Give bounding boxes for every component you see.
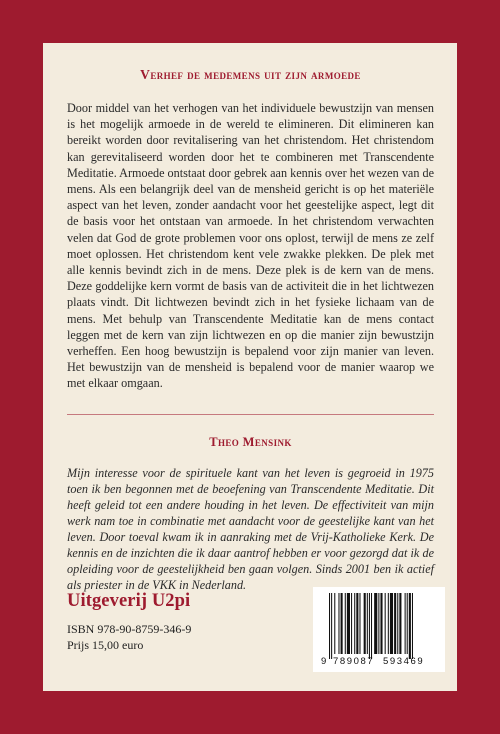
barcode-bar (399, 593, 401, 654)
barcode-bar (345, 593, 346, 654)
barcode-bar (329, 593, 330, 659)
barcode-bar (388, 593, 389, 654)
barcode-digits-left: 789087 (333, 656, 375, 666)
price: Prijs 15,00 euro (67, 638, 144, 652)
divider (67, 414, 434, 415)
barcode-bar (338, 593, 339, 654)
barcode-bar (397, 593, 398, 654)
barcode-bar (412, 593, 413, 659)
isbn-block (67, 621, 191, 653)
barcode-bar (407, 593, 408, 654)
barcode-bar (331, 593, 332, 659)
barcode-bar (351, 593, 352, 654)
barcode-bar (409, 593, 411, 659)
author-name: Theo Mensink (209, 434, 292, 449)
barcode-bar (354, 593, 355, 654)
barcode-bar (356, 593, 358, 654)
barcode-bar (334, 593, 335, 654)
barcode-digit-lead: 9 (321, 656, 327, 666)
publisher-name: Uitgeverij U2pi (67, 591, 191, 611)
barcode-bar (380, 593, 382, 654)
barcode (313, 587, 445, 672)
heading: Verhef de medemens uit zijn armoede (140, 67, 361, 82)
barcode-bar (385, 593, 386, 654)
text-panel (43, 43, 457, 691)
barcode-bar (405, 593, 406, 654)
author-bio: Mijn interesse voor de spirituele kant van het leven is gegroeid in 1975 toen ik ben begonnen met de beoefening van Transcendente Meditatie. Dit heeft geleid tot een andere houding in het leven. De effectiviteit van mijn werk nam toe in combinatie met aandacht voor de geestelijke kant van het leven. Door toeval kwam ik in aanraking met de Vrij-Katholieke Kerk. De kennis en de inzichten die ik daar aantrof hebben er voor gezorgd dat ik de opleiding voor de geestelijkheid ben gaan volgen. Sinds 2001 ben ik actief als priester in de VKK in Nederland. (67, 465, 434, 593)
barcode-bar (371, 593, 372, 659)
barcode-bar (374, 593, 377, 654)
barcode-bar (364, 593, 366, 654)
barcode-bar (359, 593, 360, 654)
barcode-bar (394, 593, 396, 654)
barcode-bar (341, 593, 343, 654)
barcode-bar (390, 593, 393, 654)
barcode-bar (347, 593, 350, 654)
isbn-number: ISBN 978-90-8759-346-9 (67, 622, 192, 636)
barcode-bar (369, 593, 370, 659)
barcode-bar (367, 593, 368, 654)
blurb-text: Door middel van het verhogen van het individuele bewustzijn van mensen is het mogelijk armoede in de wereld te elimineren. Dit elimineren kan bereikt worden door revitalisering van het christendom. Het christendom kan gerevitaliseerd worden door het te combineren met Transcendente Meditatie. Armoede ontstaat door gebrek aan kennis over het wezen van de mens. Als een belangrijk deel van de mensheid gericht is op het materiële aspect van het leven, zonder aandacht voor het geestelijke aspect, legt dit de basis voor het ontstaan van armoede. In het christendom verwachten velen dat God de grote problemen voor ons oplost, terwijl de mens ze zelf moet oplossen. Het christendom kent vele zwakke plekken. De plek met alle kennis bevindt zich in de mens. Deze plek is de kern van de mens. Deze goddelijke kern vormt de basis van de activiteit die in het lichtwezen plaats vindt. Dit lichtwezen bevindt zich in het fysieke lichaam van de mens. Met behulp van Transcendente Meditatie kan de mens contact leggen met de kern van zijn lichtwezen en op die manier zijn bewustzijn verheffen. Een hoog bewustzijn is bepalend voor zijn manier van leven. Het bewustzijn van de mensheid is bepalend voor de manier waarop we met elkaar omgaan. (67, 101, 434, 391)
barcode-image (319, 593, 439, 666)
barcode-bar (378, 593, 379, 654)
barcode-digits-right: 593469 (383, 656, 425, 666)
